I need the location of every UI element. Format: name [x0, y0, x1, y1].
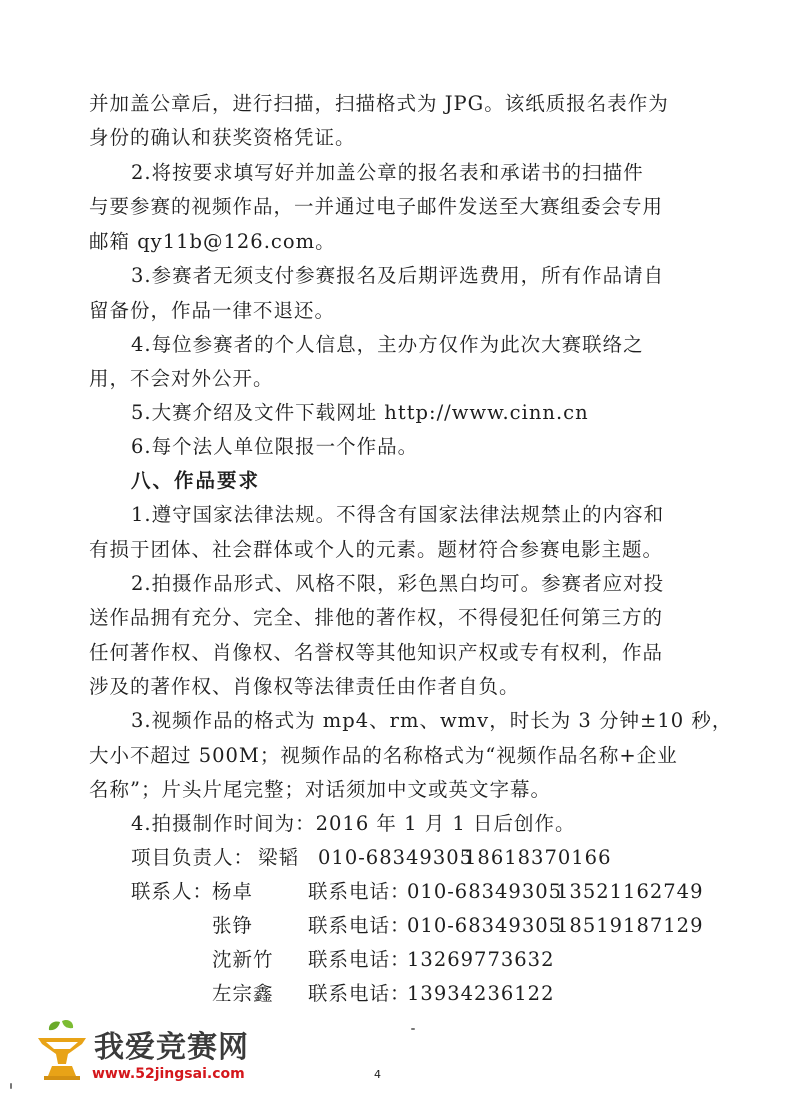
scan-speck — [411, 1028, 415, 1030]
text-line: 与要参赛的视频作品，一并通过电子邮件发送至大赛组委会专用 — [89, 195, 664, 218]
text-line: 用，不会对外公开。 — [89, 367, 274, 390]
scan-speck — [10, 1083, 12, 1089]
project-lead-mobile: 18618370166 — [464, 846, 612, 869]
text-line: 2.拍摄作品形式、风格不限，彩色黑白均可。参赛者应对投 — [131, 572, 665, 595]
contact-phone: 13934236122 — [407, 982, 555, 1005]
text-line: 4.拍摄制作时间为：2016 年 1 月 1 日后创作。 — [131, 812, 576, 835]
text-line: 3.视频作品的格式为 mp4、rm、wmv，时长为 3 分钟±10 秒， — [131, 709, 733, 732]
trophy-logo-icon — [30, 1018, 94, 1084]
website-line: 5.大赛介绍及文件下载网址 http://www.cinn.cn — [131, 401, 589, 424]
project-lead-name: 梁韬 — [258, 846, 300, 869]
contact-name: 左宗鑫 — [212, 982, 274, 1005]
contact-phone: 010-68349305 — [407, 914, 563, 937]
text-line: 大小不超过 500M；视频作品的名称格式为“视频作品名称+企业 — [89, 744, 678, 767]
contact-phone-label: 联系电话： — [308, 880, 411, 903]
contact-phone: 010-68349305 — [407, 880, 563, 903]
text-line: 任何著作权、肖像权、名誉权等其他知识产权或专有权利，作品 — [89, 641, 664, 664]
watermark-title: 我爱竞赛网 — [94, 1030, 249, 1065]
text-line: 涉及的著作权、肖像权等法律责任由作者自负。 — [89, 675, 520, 698]
contact-phone-label: 联系电话： — [308, 948, 411, 971]
text-line: 身份的确认和获奖资格凭证。 — [89, 126, 356, 149]
contact-name: 沈新竹 — [212, 948, 274, 971]
watermark-url: www.52jingsai.com — [92, 1066, 245, 1082]
contact-name: 张铮 — [212, 914, 254, 937]
text-line: 6.每个法人单位限报一个作品。 — [131, 435, 419, 458]
text-line: 3.参赛者无须支付参赛报名及后期评选费用，所有作品请自 — [131, 264, 665, 287]
contact-mobile: 18519187129 — [556, 914, 704, 937]
project-lead-label: 项目负责人： — [131, 846, 255, 869]
contact-phone: 13269773632 — [407, 948, 555, 971]
contact-name: 杨卓 — [212, 880, 254, 903]
contacts-label: 联系人： — [131, 880, 214, 903]
text-line: 有损于团体、社会群体或个人的元素。题材符合参赛电影主题。 — [89, 538, 664, 561]
site-watermark — [30, 1018, 290, 1088]
text-line: 留备份，作品一律不退还。 — [89, 299, 336, 322]
email-line: 邮箱 qy11b@126.com。 — [89, 230, 336, 253]
project-lead-phone: 010-68349305 — [318, 846, 474, 869]
section-heading: 八、作品要求 — [131, 469, 261, 492]
text-line: 1.遵守国家法律法规。不得含有国家法律法规禁止的内容和 — [131, 503, 665, 526]
text-line: 名称”；片头片尾完整；对话须加中文或英文字幕。 — [89, 778, 551, 801]
text-line: 并加盖公章后，进行扫描，扫描格式为 JPG。该纸质报名表作为 — [89, 92, 669, 115]
text-line: 4.每位参赛者的个人信息，主办方仅作为此次大赛联络之 — [131, 333, 644, 356]
page-number: 4 — [374, 1068, 381, 1081]
text-line: 送作品拥有充分、完全、排他的著作权，不得侵犯任何第三方的 — [89, 606, 664, 629]
contact-mobile: 13521162749 — [556, 880, 704, 903]
contact-phone-label: 联系电话： — [308, 982, 411, 1005]
contact-phone-label: 联系电话： — [308, 914, 411, 937]
text-line: 2.将按要求填写好并加盖公章的报名表和承诺书的扫描件 — [131, 161, 644, 184]
